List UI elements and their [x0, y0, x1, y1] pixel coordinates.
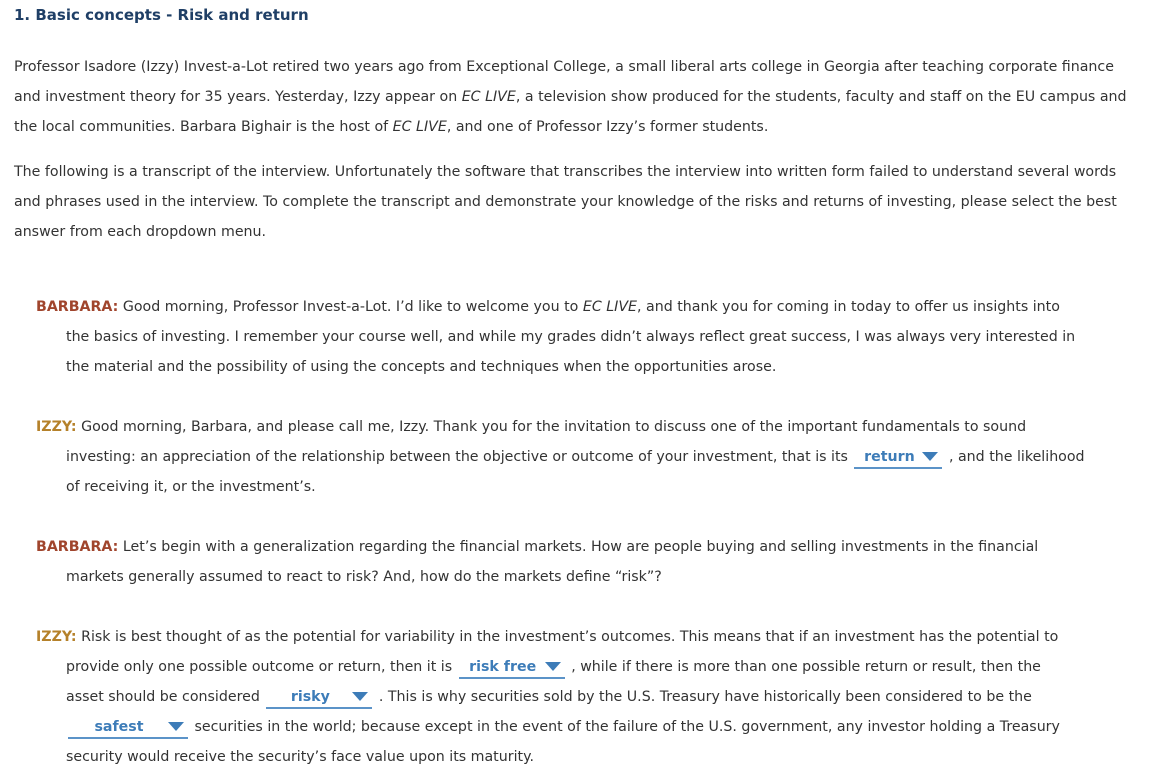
speaker-barbara: BARBARA: — [36, 539, 119, 555]
chevron-down-icon — [352, 692, 368, 701]
dialogue-text: Good morning, Barbara, and please call me, Izzy. Thank you for the invitation to discuss one of the important fundamentals to sound — [76, 419, 1027, 435]
dialogue-izzy-1 — [36, 412, 1148, 502]
dialogue-text: the basics of investing. I remember your course well, and while my grades didn’t always reflect great success, I was always very interested in — [66, 329, 1076, 345]
dialogue-text: Let’s begin with a generalization regarding the financial markets. How are people buying and selling investments in the financial — [118, 539, 1039, 555]
title-number: 1. Basic concepts — [14, 6, 161, 24]
chevron-down-icon — [545, 662, 561, 671]
dropdown-safest[interactable] — [68, 717, 188, 739]
dialogue-text: asset should be considered — [66, 689, 260, 705]
intro-paragraph-1 — [14, 52, 1144, 142]
speaker-izzy: IZZY: — [36, 419, 77, 435]
dialogue-text: . This is why securities sold by the U.S. Treasury have historically been considered to be the — [378, 689, 1032, 705]
dialogue-text: , and the likelihood — [948, 449, 1085, 465]
dropdown-risky[interactable] — [266, 687, 372, 709]
speaker-barbara: BARBARA: — [36, 299, 119, 315]
intro-paragraph-2: The following is a transcript of the interview. Unfortunately the software that transcribes the interview into written form failed to understand several words and phrases used in the interview. To complete the transcript and demonstrate your knowledge of the risks and returns of investing, please select the best answer from each dropdown menu. — [14, 164, 1117, 240]
intro-p1-text-c: , and one of Professor Izzy’s former students. — [446, 119, 769, 135]
dialogue-text: provide only one possible outcome or return, then it is — [66, 659, 453, 675]
dropdown-selected-value: return — [864, 449, 915, 465]
speaker-izzy: IZZY: — [36, 629, 77, 645]
dialogue-text: of receiving it, or the investment’s. — [66, 479, 316, 495]
dialogue-text: markets generally assumed to react to risk? And, how do the markets define “risk”? — [66, 569, 662, 585]
intro-p1-text-b: , a television show produced for the students, faculty and staff on the EU campus and the local communities. Barbara Bighair is the host of — [14, 89, 1127, 135]
dialogue-barbara-1 — [36, 292, 1148, 382]
dialogue-text: securities in the world; because except in the event of the failure of the U.S. government, any investor holding a Treasury — [194, 719, 1060, 735]
chevron-down-icon — [922, 452, 938, 461]
dialogue-text: investing: an appreciation of the relationship between the objective or outcome of your investment, that is its — [66, 449, 848, 465]
dropdown-selected-value: safest — [94, 719, 144, 735]
title-separator: - — [160, 6, 178, 24]
dropdown-risk-free[interactable] — [459, 657, 565, 679]
dialogue-text: Risk is best thought of as the potential for variability in the investment’s outcomes. This means that if an investment has the potential to — [76, 629, 1059, 645]
dropdown-return[interactable] — [854, 447, 942, 469]
dialogue-text: Good morning, Professor Invest-a-Lot. I’d like to welcome you to — [118, 299, 583, 315]
dialogue-text: the material and the possibility of using the concepts and techniques when the opportunities arose. — [66, 359, 777, 375]
show-name: EC LIVE — [582, 299, 637, 315]
dialogue-izzy-2 — [36, 622, 1148, 772]
dropdown-selected-value: risky — [290, 689, 330, 705]
intro-p1-text-a: Professor Isadore (Izzy) Invest-a-Lot retired two years ago from Exceptional College, a small liberal arts college in Georgia after teaching corporate finance and investment theory for 35 years. Yesterday, Izzy appear on — [14, 59, 1114, 105]
chevron-down-icon — [168, 722, 184, 731]
dialogue-text: , and thank you for coming in today to offer us insights into — [637, 299, 1060, 315]
show-name: EC LIVE — [461, 89, 516, 105]
page-title — [14, 6, 309, 24]
title-topic: Risk and return — [177, 6, 309, 24]
dropdown-selected-value: risk free — [469, 659, 537, 675]
show-name-2: EC LIVE — [392, 119, 447, 135]
dialogue-text: security would receive the security’s face value upon its maturity. — [66, 749, 534, 765]
dialogue-text: , while if there is more than one possible return or result, then the — [571, 659, 1041, 675]
dialogue-barbara-2 — [36, 532, 1148, 592]
